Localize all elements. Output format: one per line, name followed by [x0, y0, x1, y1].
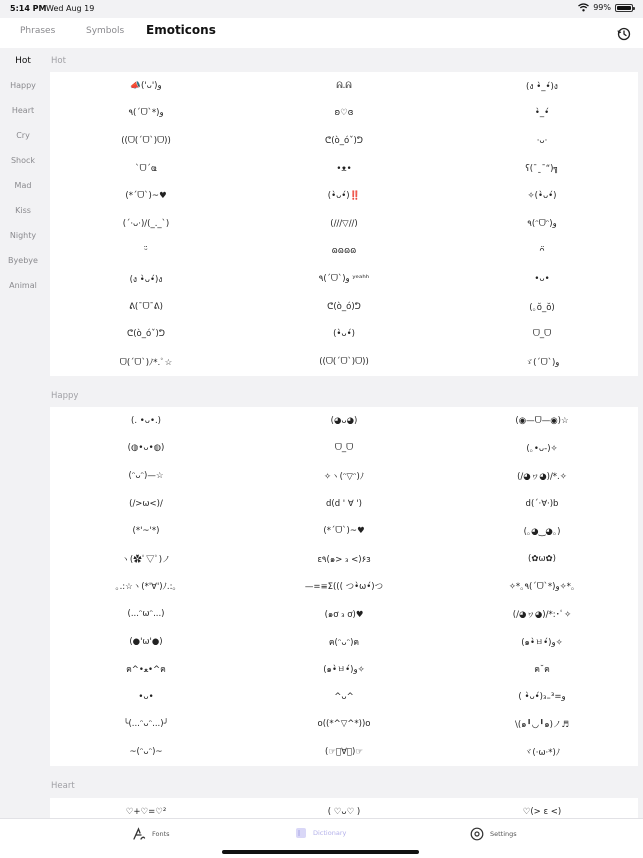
bottom-tab-settings-label: Settings — [490, 830, 517, 838]
emoticon-grid-happy — [50, 407, 638, 766]
emoticon-item[interactable]: ค(ᵔᴗᵔ)ค — [328, 637, 360, 648]
emoticon-item[interactable]: (/◕ヮ◕)/*:･ﾟ✧ — [512, 609, 572, 620]
sidebar-item-hot[interactable]: Hot — [15, 56, 31, 66]
emoticon-item[interactable]: (◕ᴗ◕) — [330, 415, 358, 426]
emoticon-item[interactable]: ᕦ(ò_óˇ)ᕤ — [127, 329, 165, 340]
emoticon-item[interactable]: ·ᴗ· — [536, 135, 548, 146]
emoticon-item[interactable]: —=≡Σ((( つ•̀ω•́)つ — [304, 582, 384, 593]
emoticon-item[interactable]: •ᴗ• — [138, 691, 154, 702]
emoticon-item[interactable]: ᗜ(ˊᗜˋ)ﾉ*.ﾟ☆ — [119, 357, 173, 368]
emoticon-item[interactable]: (/◕ヮ◕)/*.✧ — [517, 471, 567, 482]
emoticon-item[interactable]: ᕱ.ᕱ — [336, 80, 352, 91]
category-sidebar — [0, 48, 46, 818]
wifi-icon — [578, 3, 589, 12]
emoticon-grid-hot — [50, 72, 638, 376]
emoticon-item[interactable]: ゞ(ˊᗜˋ)و — [524, 357, 560, 368]
top-tab-bar — [0, 18, 643, 48]
emoticon-item[interactable]: (*ˊᗜˋ)~♥ — [125, 191, 167, 202]
emoticon-item[interactable]: ~(ᵔᴗᵔ)~ — [129, 746, 163, 757]
sidebar-item-happy[interactable]: Happy — [10, 81, 36, 90]
emoticon-item[interactable]: •ᴗ• — [534, 273, 550, 284]
sidebar-item-mad[interactable]: Mad — [14, 181, 32, 190]
emoticon-item[interactable]: 📣('ᴗ')و — [130, 80, 162, 91]
emoticon-item[interactable]: ˋᗜˊҩ — [135, 163, 157, 174]
emoticon-item[interactable]: ʕ(¯ˍ¯“)╗ — [525, 163, 559, 174]
emoticon-item[interactable]: ٩(ᵔᗜᵔ)و — [527, 218, 557, 229]
emoticon-item[interactable]: ٩(ˊᗜˋ)و ʸᵉᵃʰʰ — [318, 273, 370, 284]
tab-symbols[interactable]: Symbols — [86, 26, 125, 36]
emoticon-item[interactable]: (*'~'*) — [132, 526, 160, 537]
sidebar-item-heart[interactable]: Heart — [11, 106, 35, 115]
dictionary-icon — [295, 827, 307, 839]
emoticon-item[interactable]: ((ᗜ(ˊᗜˋ)ᗜ)) — [319, 356, 369, 367]
status-right — [578, 3, 633, 12]
emoticon-item[interactable]: (ง •̀ᴗ•́)ง — [129, 274, 163, 285]
emoticon-grid-heart — [50, 798, 638, 818]
emoticon-item[interactable]: ♡(> ε <) — [522, 806, 562, 817]
section-label-hot: Hot — [51, 56, 66, 66]
emoticon-item[interactable]: ε٩(๑> ₃ <)۶з — [317, 554, 371, 565]
emoticon-item[interactable]: (ᵔᴗᵔ)—☆ — [128, 470, 164, 481]
emoticon-item[interactable]: d(d ' ∀ ') — [325, 498, 363, 509]
sidebar-item-cry[interactable]: Cry — [16, 131, 30, 140]
emoticon-item[interactable]: (◍•ᴗ•◍) — [127, 443, 165, 454]
status-date: Wed Aug 19 — [46, 4, 95, 13]
tab-phrases[interactable]: Phrases — [20, 26, 56, 36]
emoticon-item[interactable]: (｡•ᴗ-)✧ — [526, 444, 558, 455]
sidebar-item-kiss[interactable]: Kiss — [15, 206, 31, 215]
emoticon-item[interactable]: (｡ŏ_ŏ) — [529, 302, 555, 313]
emoticon-item[interactable]: ╰(...ᵔᴗᵔ...)╯ — [123, 719, 169, 730]
section-card-happy — [50, 407, 638, 766]
emoticon-item[interactable]: (◉—ᗜ—◉)☆ — [515, 415, 569, 426]
emoticon-item[interactable]: ᴖ̈ — [539, 246, 545, 257]
sidebar-item-shock[interactable]: Shock — [10, 156, 36, 165]
bottom-tab-settings[interactable] — [470, 827, 517, 841]
tab-emoticons[interactable] — [146, 23, 216, 37]
emoticon-item[interactable]: ᕦ(ò_óˇ)ᕤ — [325, 135, 363, 146]
emoticon-item[interactable]: (/>ω<)/ — [129, 498, 163, 509]
emoticon-item[interactable]: ^ᴗ^ — [334, 691, 354, 702]
emoticon-item[interactable]: ᕕ(¯ᗜ¯ᕕ) — [129, 301, 163, 312]
emoticon-item[interactable]: (๑•̀ㅂ•́)و✧ — [323, 665, 365, 676]
emoticon-item[interactable]: (•̀ᴗ•́) — [333, 329, 355, 340]
status-time: 5:14 PM — [10, 4, 47, 13]
emoticon-item[interactable]: ((ᗜ(ˊᗜˋ)ᗜ)) — [121, 135, 171, 146]
emoticon-item[interactable]: (๑ơ ₃ ơ)♥ — [324, 609, 364, 620]
emoticon-item[interactable]: (✿ω✿) — [528, 553, 556, 564]
emoticon-item[interactable]: (...ᵔωᵔ...) — [127, 608, 165, 619]
emoticon-item[interactable]: o((*^▽^*))o — [317, 719, 371, 730]
emoticon-item[interactable]: ᗜ_ᗜ — [532, 329, 552, 340]
emoticon-item[interactable]: ᵕ̈ — [144, 246, 148, 257]
status-bar — [0, 0, 643, 16]
emoticon-item[interactable]: ♡+♡=♡² — [125, 806, 167, 817]
emoticon-item[interactable]: •ᴥ• — [336, 164, 352, 175]
section-label-happy: Happy — [51, 391, 79, 401]
battery-icon — [615, 4, 633, 12]
emoticon-list[interactable] — [46, 48, 643, 818]
sidebar-item-nighty[interactable]: Nighty — [9, 231, 37, 240]
bottom-tab-dictionary-label: Dictionary — [313, 829, 347, 837]
emoticon-item[interactable]: \(๑╹◡╹๑)ノ♬ — [514, 720, 570, 731]
settings-icon — [470, 827, 484, 841]
bottom-tab-fonts[interactable] — [132, 827, 170, 841]
emoticon-item[interactable]: ヽ(✿ﾟ▽ﾟ)ノ — [121, 554, 171, 565]
emoticon-item[interactable]: ✧*｡٩(ˊᗜˋ*)و✧*｡ — [508, 582, 576, 593]
sidebar-item-animal[interactable]: Animal — [9, 281, 37, 290]
emoticon-item[interactable]: ✧ヽ(ᵔ▽ᵔ)ﾉ — [323, 471, 365, 482]
emoticon-item[interactable]: (ง •̀_•́)ง — [526, 81, 558, 92]
home-indicator — [222, 850, 419, 854]
emoticon-item[interactable]: ヾ(·ω·*)ﾉ — [523, 747, 561, 758]
section-card-hot — [50, 72, 638, 376]
emoticon-item[interactable]: (*ˊᗜˋ)~♥ — [323, 526, 365, 537]
emoticon-item[interactable]: d(ˊ·∀·)b — [525, 498, 559, 509]
emoticon-item[interactable]: ᕦ(ò_ó)ᕤ — [327, 301, 361, 312]
fonts-icon — [132, 827, 146, 841]
emoticon-item[interactable]: (☞ﾟ∀ﾟ)☞ — [325, 746, 363, 757]
emoticon-item[interactable]: ค˘ค — [534, 665, 550, 676]
emoticon-item[interactable]: (｡◕‿◕｡) — [523, 527, 561, 538]
emoticon-item[interactable]: ✧(•̀ᴗ•́) — [527, 191, 557, 202]
bottom-tab-dictionary[interactable] — [295, 827, 346, 839]
emoticon-item[interactable]: (๑•̀ㅂ•́)و✧ — [521, 637, 563, 648]
emoticon-item[interactable]: ᗜ_ᗜ — [334, 443, 354, 454]
sidebar-item-byebye[interactable]: Byebye — [8, 256, 38, 265]
emoticon-item[interactable]: ʚ♡ɞ — [334, 108, 354, 119]
battery-percent: 99% — [593, 3, 611, 12]
clock-history-icon[interactable] — [617, 27, 631, 41]
emoticon-item[interactable]: ค^•ﻌ•^ค — [126, 665, 166, 676]
emoticon-item[interactable]: ٩(ˊᗜˋ*)و — [128, 108, 164, 119]
emoticon-item[interactable]: (///▽//) — [330, 218, 358, 229]
emoticon-item[interactable]: (●'ω'●) — [129, 636, 163, 647]
emoticon-item[interactable]: ( •̀ᴗ•́)و=³₌₃ — [518, 691, 566, 702]
emoticon-item[interactable]: (•̀ᴗ•́)‼️ — [327, 191, 361, 202]
emoticon-item[interactable]: (ˊ·ᴗ·)/(_._ˋ) — [122, 218, 170, 229]
emoticon-item[interactable]: ( ♡ᴗ♡ ) — [327, 806, 361, 817]
section-label-heart: Heart — [51, 781, 75, 791]
tab-emoticons-label: Emoticons — [146, 23, 216, 37]
section-card-heart — [50, 798, 638, 818]
emoticon-item[interactable]: ɷɷɷɷ — [331, 246, 357, 257]
emoticon-item[interactable]: (. •ᴗ•.) — [131, 415, 161, 426]
emoticon-item[interactable]: ｡.:☆ヽ(*'∀')ﾉ.:｡ — [115, 582, 177, 593]
bottom-tab-fonts-label: Fonts — [152, 830, 170, 838]
emoticon-item[interactable]: •̀_•́ — [534, 108, 550, 119]
